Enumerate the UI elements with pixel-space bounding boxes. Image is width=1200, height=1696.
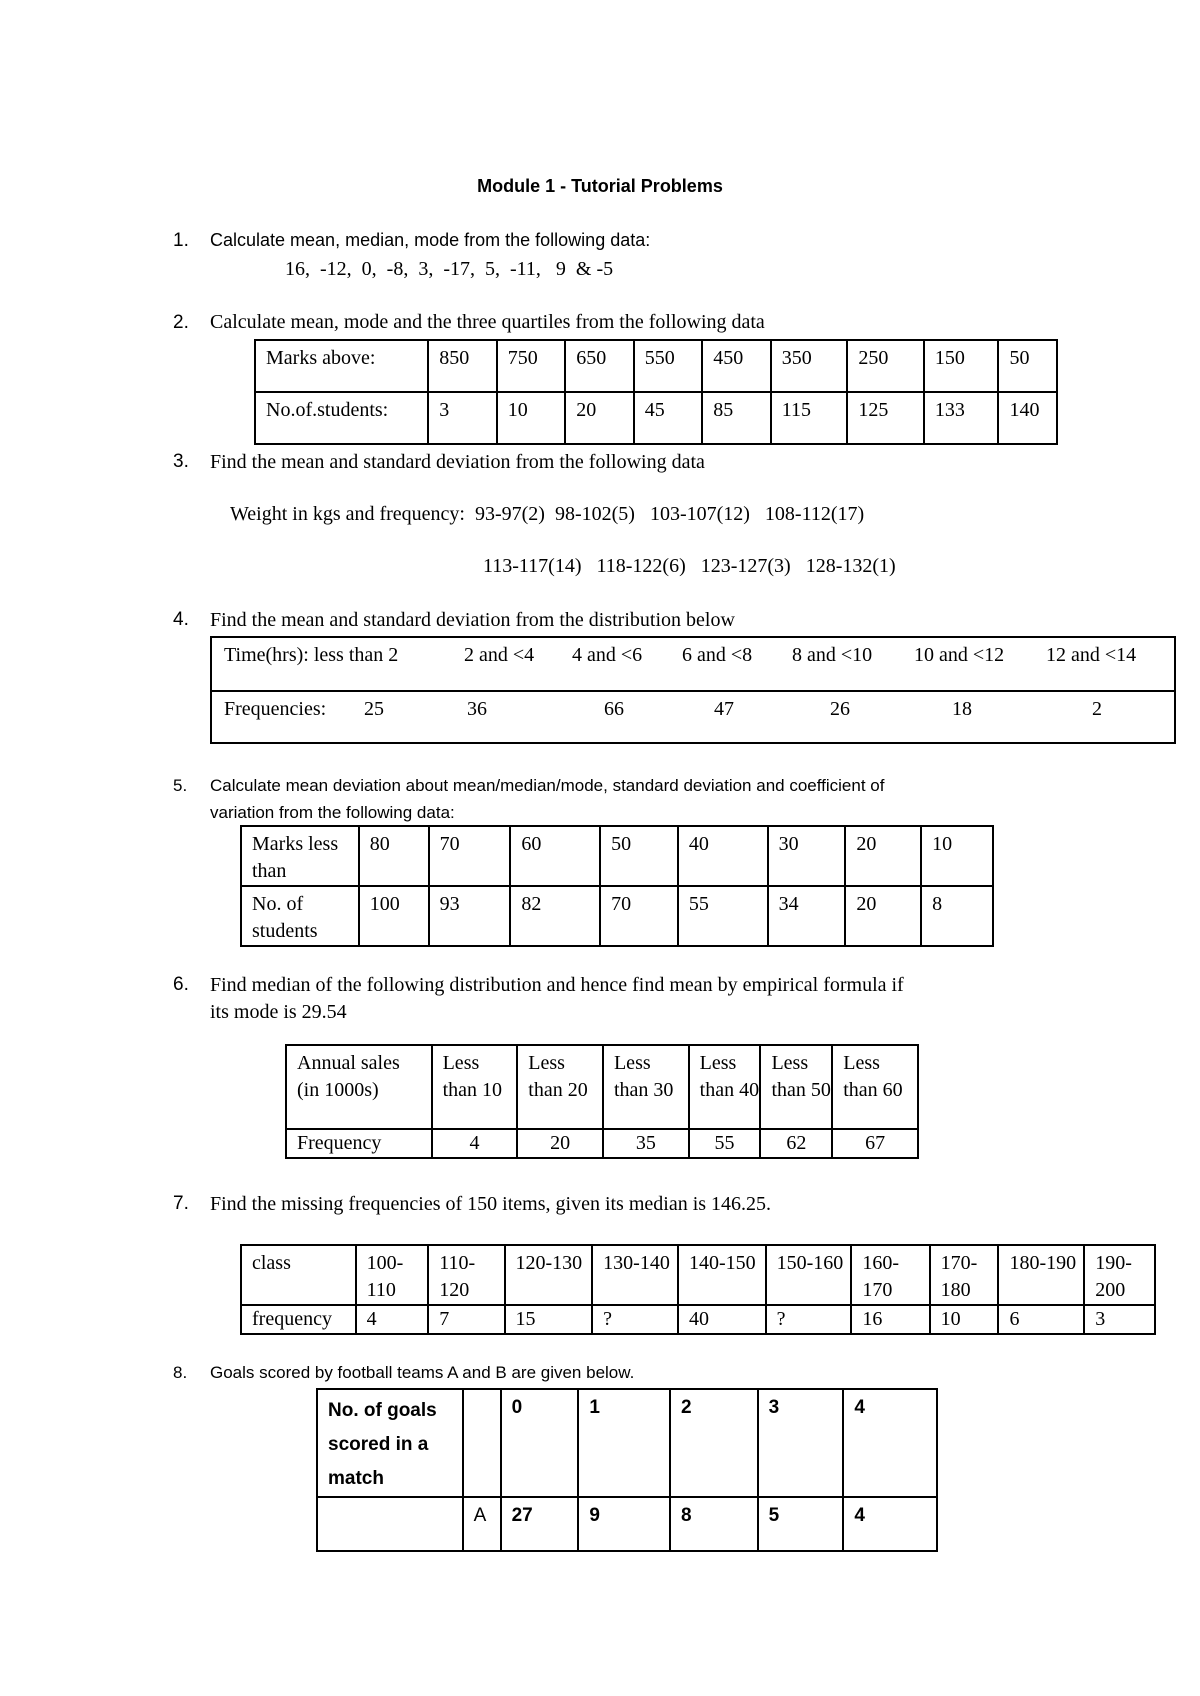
- q2-text: Calculate mean, mode and the three quartiles from the following data: [210, 311, 765, 333]
- q5-number: 5.: [173, 776, 188, 795]
- q4-freq: 25: [364, 698, 384, 720]
- q8-text: Goals scored by football teams A and B are given below.: [210, 1363, 635, 1382]
- q6-head-label: Annual sales (in 1000s): [286, 1045, 432, 1129]
- q4-freq: 18: [952, 698, 972, 720]
- q5-cell: 10: [921, 826, 993, 886]
- q7-table: [240, 1244, 1156, 1335]
- q7-freq: ?: [766, 1305, 852, 1334]
- q7-class: 130-140: [592, 1245, 678, 1305]
- q3-line2: 113-117(14) 118-122(6) 123-127(3) 128-132(1): [483, 555, 896, 577]
- q7-class: 190-200: [1084, 1245, 1155, 1305]
- q2-cell: 140: [998, 392, 1057, 444]
- q7-class: 110-120: [428, 1245, 504, 1305]
- q8-cell: 4: [843, 1497, 937, 1551]
- q6-head: Less than 60: [832, 1045, 918, 1129]
- q5-text-line1: Calculate mean deviation about mean/median/mode, standard deviation and coefficient of: [210, 776, 885, 795]
- q2-row1-label: Marks above:: [255, 340, 428, 392]
- q7-freq: 16: [851, 1305, 929, 1334]
- q7-number: 7.: [173, 1193, 189, 1214]
- q4-header: 6 and <8: [682, 644, 753, 666]
- q6-head: Less than 50: [760, 1045, 832, 1129]
- q5-cell: 40: [678, 826, 768, 886]
- q8-cell: 3: [758, 1389, 844, 1497]
- q4-freq: 66: [604, 698, 624, 720]
- q6-head: Less than 30: [603, 1045, 689, 1129]
- q4-freq: 36: [467, 698, 487, 720]
- q7-freq: 10: [930, 1305, 999, 1334]
- q3-number: 3.: [173, 451, 189, 472]
- q2-cell: 650: [565, 340, 634, 392]
- q6-text-line1: Find median of the following distribution and hence find mean by empirical formula if: [210, 974, 904, 996]
- q2-cell: 50: [998, 340, 1057, 392]
- q6-freq: 35: [603, 1129, 689, 1158]
- q6-head: Less than 40: [689, 1045, 761, 1129]
- q8-cell: 0: [501, 1389, 579, 1497]
- q2-cell: 250: [847, 340, 924, 392]
- q4-number: 4.: [173, 609, 189, 630]
- q5-cell: 34: [768, 886, 846, 946]
- q2-cell: 133: [924, 392, 999, 444]
- q7-class: 100-110: [356, 1245, 429, 1305]
- q1-number: 1.: [173, 230, 189, 251]
- q6-freq-label: Frequency: [286, 1129, 432, 1158]
- q4-divider: [212, 690, 1174, 692]
- q4-freq: 2: [1092, 698, 1102, 720]
- q2-row2-label: No.of.students:: [255, 392, 428, 444]
- q4-freq: 26: [830, 698, 850, 720]
- q2-cell: 350: [771, 340, 848, 392]
- q5-cell: 70: [429, 826, 511, 886]
- q8-cell: 9: [578, 1497, 670, 1551]
- q6-text-line2: its mode is 29.54: [210, 1001, 347, 1023]
- q7-freq: 4: [356, 1305, 429, 1334]
- q7-class: 120-130: [505, 1245, 593, 1305]
- q5-cell: 20: [845, 826, 921, 886]
- q6-freq: 67: [832, 1129, 918, 1158]
- q2-cell: 125: [847, 392, 924, 444]
- q4-header: 4 and <6: [572, 644, 643, 666]
- q7-class: 140-150: [678, 1245, 766, 1305]
- q5-cell: 50: [600, 826, 678, 886]
- q8-table: [316, 1388, 938, 1552]
- q1-text: Calculate mean, median, mode from the following data:: [210, 230, 651, 250]
- q7-freq-label: frequency: [241, 1305, 356, 1334]
- q4-freq-label: Frequencies:: [224, 698, 327, 720]
- q5-table: [240, 825, 994, 947]
- q2-cell: 750: [497, 340, 566, 392]
- q7-freq: 3: [1084, 1305, 1155, 1334]
- q7-class: 170-180: [930, 1245, 999, 1305]
- q8-cell: 5: [758, 1497, 844, 1551]
- q2-cell: 45: [634, 392, 703, 444]
- q6-freq: 62: [760, 1129, 832, 1158]
- q2-cell: 115: [771, 392, 848, 444]
- q3-line1: Weight in kgs and frequency: 93-97(2) 98-102(5) 103-107(12) 108-112(17): [230, 503, 865, 525]
- q6-head: Less than 10: [432, 1045, 518, 1129]
- q8-row1-label: No. of goals scored in a match: [317, 1389, 463, 1497]
- q4-header: 10 and <12: [914, 644, 1005, 666]
- q7-text: Find the missing frequencies of 150 items, given its median is 146.25.: [210, 1193, 772, 1215]
- q6-freq: 55: [689, 1129, 761, 1158]
- q6-table: [285, 1044, 919, 1159]
- q5-text-line2: variation from the following data:: [210, 803, 455, 822]
- q4-box: [210, 636, 1176, 744]
- q6-number: 6.: [173, 974, 189, 995]
- q8-cell: 1: [578, 1389, 670, 1497]
- q5-cell: 80: [359, 826, 429, 886]
- q6-head: Less than 20: [517, 1045, 603, 1129]
- q6-freq: 4: [432, 1129, 518, 1158]
- q5-cell: 8: [921, 886, 993, 946]
- q2-cell: 20: [565, 392, 634, 444]
- q8-number: 8.: [173, 1363, 188, 1382]
- q7-freq: ?: [592, 1305, 678, 1334]
- q7-freq: 40: [678, 1305, 766, 1334]
- q2-table: [254, 339, 1058, 445]
- q7-class-label: class: [241, 1245, 356, 1305]
- q7-class: 150-160: [766, 1245, 852, 1305]
- q5-cell: 100: [359, 886, 429, 946]
- q2-cell: 10: [497, 392, 566, 444]
- q2-cell: 3: [428, 392, 497, 444]
- q7-freq: 6: [998, 1305, 1084, 1334]
- q4-freq: 47: [714, 698, 734, 720]
- q5-row1-label: Marks less than: [241, 826, 359, 886]
- q5-cell: 20: [845, 886, 921, 946]
- q5-cell: 30: [768, 826, 846, 886]
- q5-cell: 55: [678, 886, 768, 946]
- q2-cell: 85: [702, 392, 771, 444]
- q7-class: 180-190: [998, 1245, 1084, 1305]
- q2-cell: 550: [634, 340, 703, 392]
- q4-header: Time(hrs): less than 2: [224, 644, 399, 666]
- q3-text: Find the mean and standard deviation from the following data: [210, 451, 705, 473]
- q4-text: Find the mean and standard deviation from the distribution below: [210, 609, 735, 631]
- q2-cell: 450: [702, 340, 771, 392]
- q5-cell: 82: [510, 886, 600, 946]
- q8-cell: 27: [501, 1497, 579, 1551]
- q8-cell: 8: [670, 1497, 758, 1551]
- q8-team-a: A: [463, 1497, 501, 1551]
- q2-number: 2.: [173, 312, 189, 333]
- q7-freq: 7: [428, 1305, 504, 1334]
- q5-cell: 93: [429, 886, 511, 946]
- q8-cell: 2: [670, 1389, 758, 1497]
- q5-cell: 70: [600, 886, 678, 946]
- q5-cell: 60: [510, 826, 600, 886]
- q4-header: 8 and <10: [792, 644, 873, 666]
- q2-cell: 850: [428, 340, 497, 392]
- q1-data: 16, -12, 0, -8, 3, -17, 5, -11, 9 & -5: [285, 258, 614, 280]
- q2-cell: 150: [924, 340, 999, 392]
- q8-cell: [463, 1389, 501, 1497]
- q8-cell: [317, 1497, 463, 1551]
- q7-class: 160-170: [851, 1245, 929, 1305]
- q8-cell: 4: [843, 1389, 937, 1497]
- q6-freq: 20: [517, 1129, 603, 1158]
- q5-row2-label: No. of students: [241, 886, 359, 946]
- q4-header: 12 and <14: [1046, 644, 1137, 666]
- page-title: Module 1 - Tutorial Problems: [477, 176, 723, 196]
- q4-header: 2 and <4: [464, 644, 535, 666]
- q7-freq: 15: [505, 1305, 593, 1334]
